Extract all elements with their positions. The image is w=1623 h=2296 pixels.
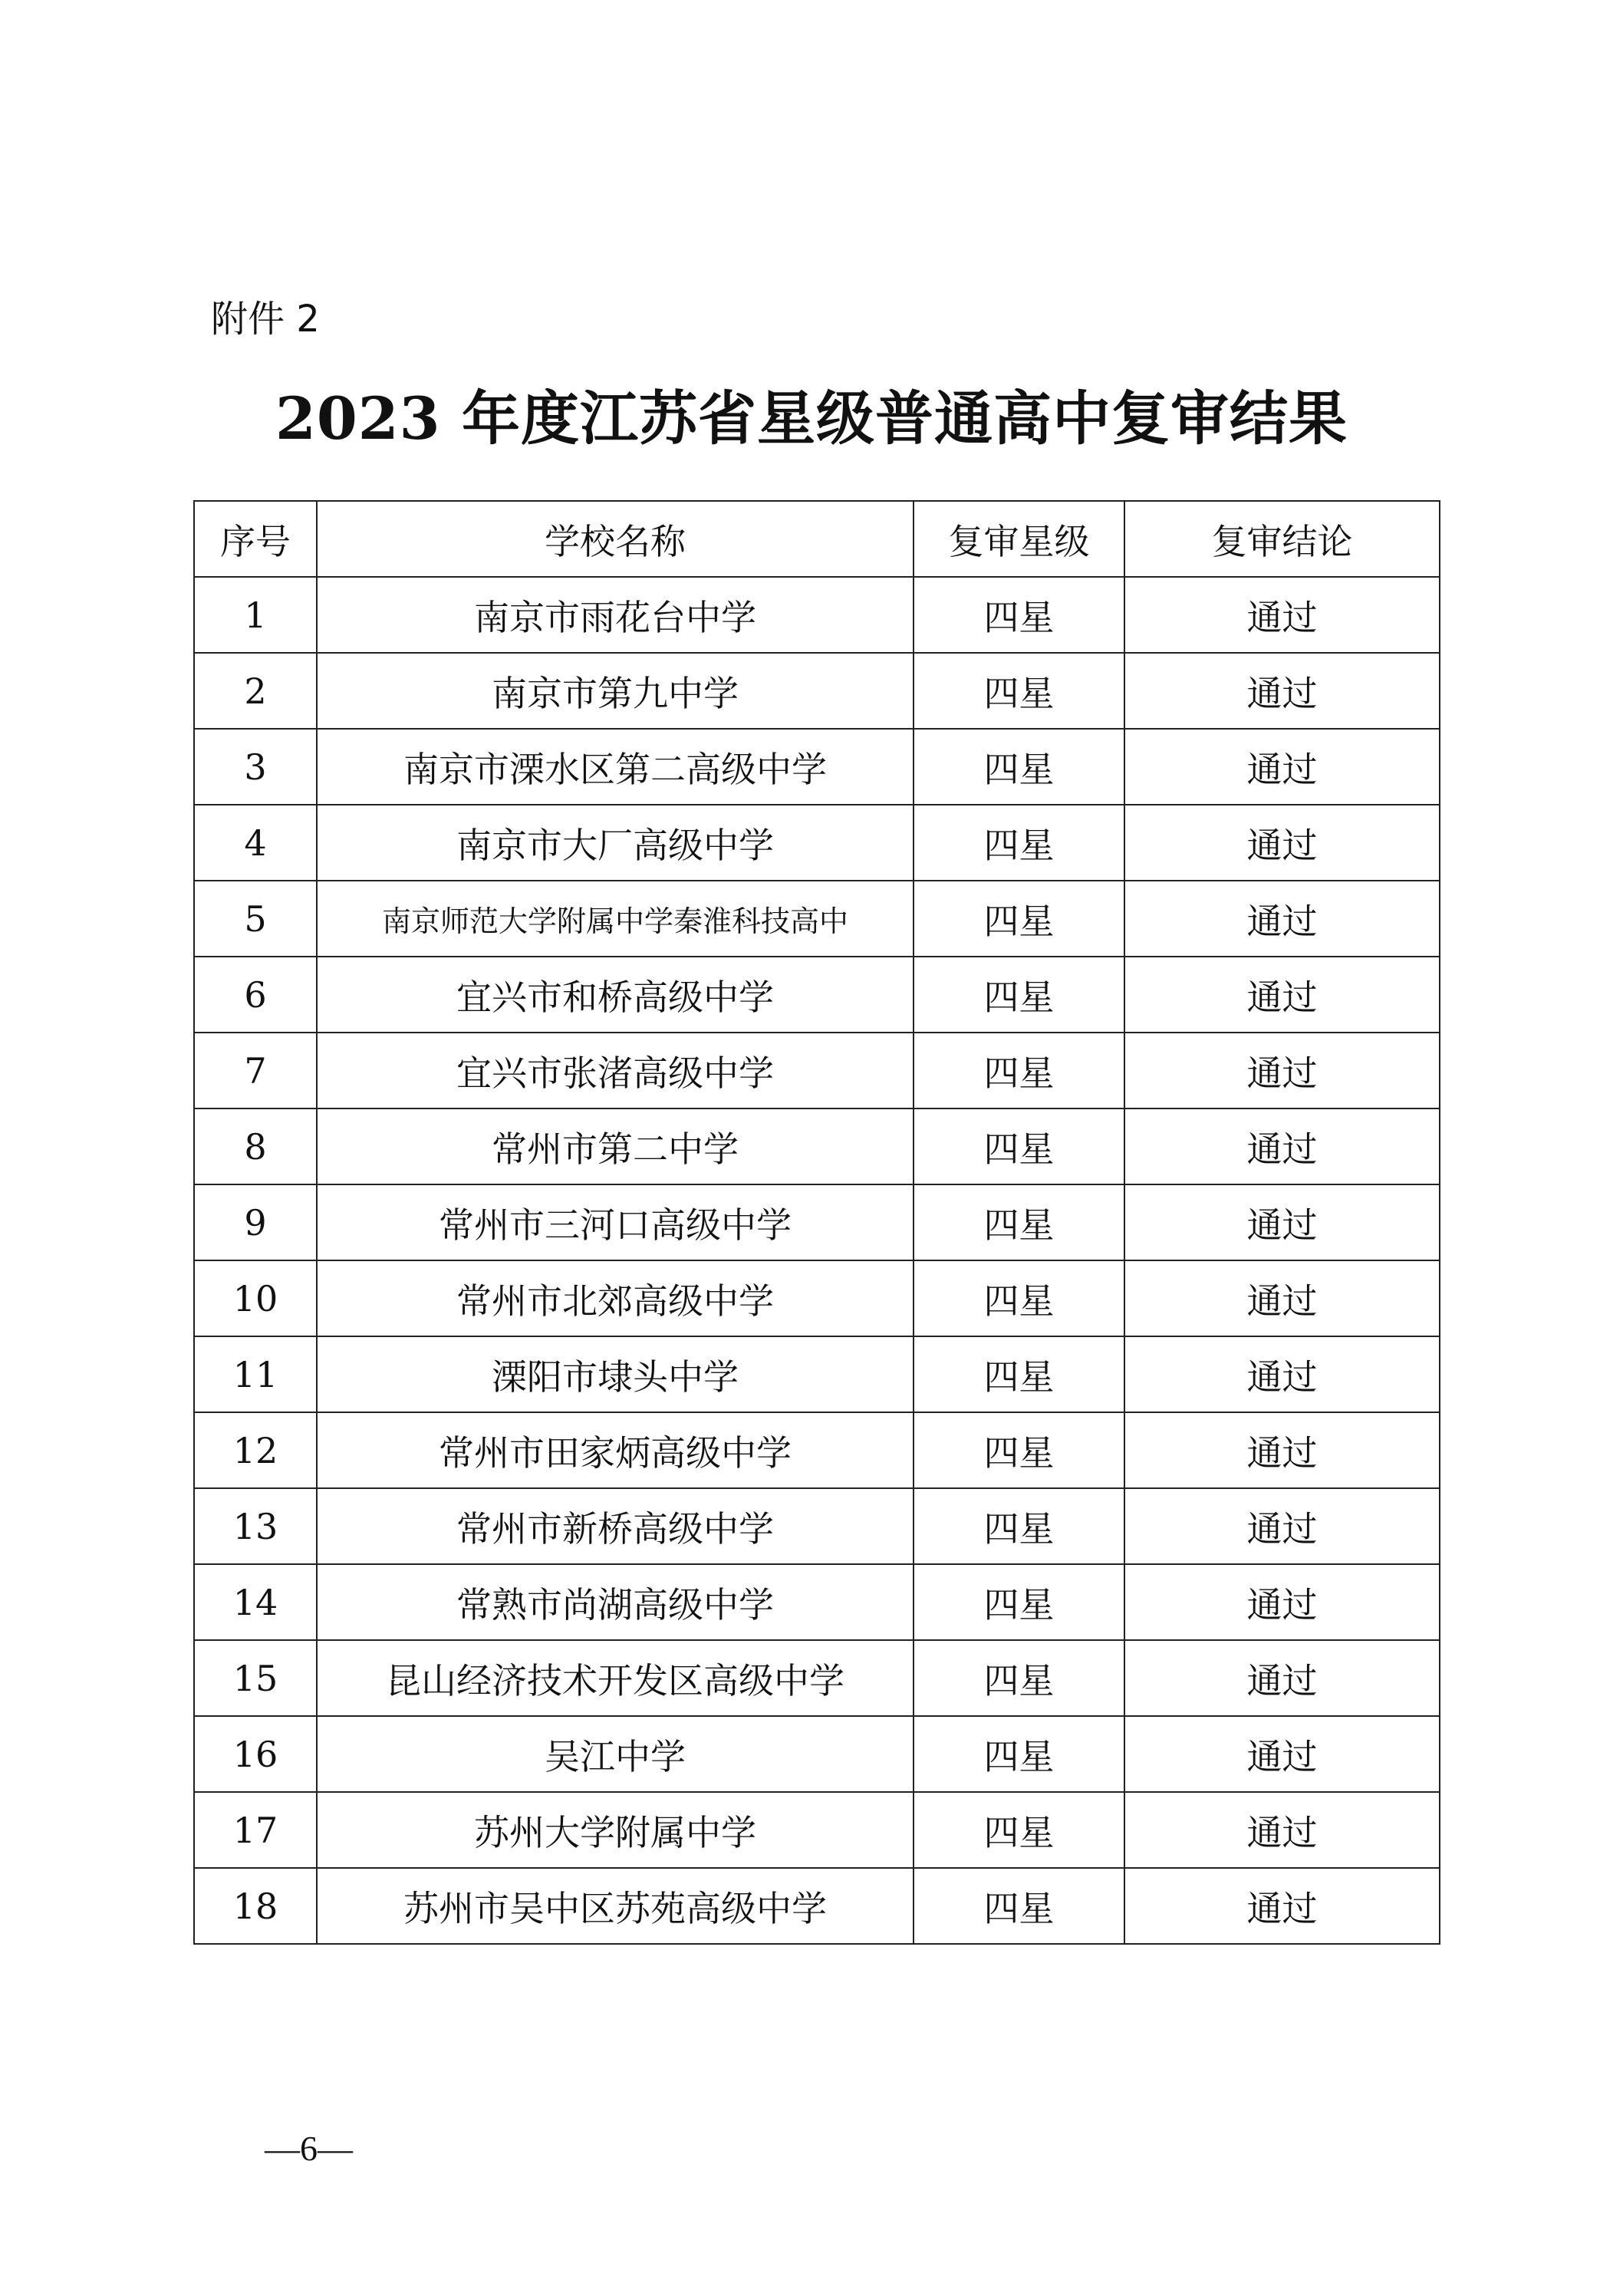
document-title: 2023 年度江苏省星级普通高中复审结果 — [275, 384, 1348, 453]
table-row — [194, 577, 1440, 653]
row-index: 6 — [194, 957, 317, 1033]
row-school-name: 溧阳市埭头中学 — [317, 1336, 914, 1412]
row-index: 1 — [194, 577, 317, 653]
row-review-result: 通过 — [1124, 1108, 1440, 1184]
row-review-result: 通过 — [1124, 1716, 1440, 1792]
row-index: 17 — [194, 1792, 317, 1868]
row-index: 9 — [194, 1184, 317, 1260]
table-header-row — [194, 501, 1440, 577]
table-row — [194, 1336, 1440, 1412]
row-school-name: 南京师范大学附属中学秦淮科技高中 — [317, 881, 914, 957]
row-school-name: 常州市三河口高级中学 — [317, 1184, 914, 1260]
header-review-result: 复审结论 — [1124, 501, 1440, 577]
table-row — [194, 1488, 1440, 1564]
row-index: 14 — [194, 1564, 317, 1640]
table-row — [194, 1260, 1440, 1336]
row-review-result: 通过 — [1124, 957, 1440, 1033]
row-review-result: 通过 — [1124, 1868, 1440, 1944]
table-row — [194, 1792, 1440, 1868]
table-row — [194, 1108, 1440, 1184]
row-school-name: 吴江中学 — [317, 1716, 914, 1792]
row-index: 18 — [194, 1868, 317, 1944]
row-review-level: 四星 — [914, 1792, 1124, 1868]
row-school-name: 宜兴市和桥高级中学 — [317, 957, 914, 1033]
row-school-name: 常州市第二中学 — [317, 1108, 914, 1184]
row-review-level: 四星 — [914, 1868, 1124, 1944]
row-review-level: 四星 — [914, 1336, 1124, 1412]
row-index: 10 — [194, 1260, 317, 1336]
row-school-name: 常州市新桥高级中学 — [317, 1488, 914, 1564]
header-index: 序号 — [194, 501, 317, 577]
row-school-name: 南京市第九中学 — [317, 653, 914, 729]
row-review-result: 通过 — [1124, 881, 1440, 957]
row-review-level: 四星 — [914, 1412, 1124, 1488]
row-review-level: 四星 — [914, 1033, 1124, 1108]
row-review-result: 通过 — [1124, 1564, 1440, 1640]
row-index: 15 — [194, 1640, 317, 1716]
table-row — [194, 1640, 1440, 1716]
row-review-result: 通过 — [1124, 729, 1440, 805]
row-index: 11 — [194, 1336, 317, 1412]
row-index: 2 — [194, 653, 317, 729]
row-review-result: 通过 — [1124, 577, 1440, 653]
row-index: 7 — [194, 1033, 317, 1108]
row-review-level: 四星 — [914, 881, 1124, 957]
row-school-name: 常州市北郊高级中学 — [317, 1260, 914, 1336]
row-review-result: 通过 — [1124, 1184, 1440, 1260]
table-row — [194, 1184, 1440, 1260]
table-body — [194, 577, 1440, 1944]
row-review-level: 四星 — [914, 1488, 1124, 1564]
row-school-name: 宜兴市张渚高级中学 — [317, 1033, 914, 1108]
row-review-level: 四星 — [914, 1108, 1124, 1184]
row-review-level: 四星 — [914, 805, 1124, 881]
header-school-name: 学校名称 — [317, 501, 914, 577]
row-review-level: 四星 — [914, 1564, 1124, 1640]
row-school-name: 苏州市吴中区苏苑高级中学 — [317, 1868, 914, 1944]
row-index: 3 — [194, 729, 317, 805]
table-row — [194, 1868, 1440, 1944]
row-review-result: 通过 — [1124, 1412, 1440, 1488]
row-review-level: 四星 — [914, 577, 1124, 653]
row-index: 12 — [194, 1412, 317, 1488]
header-review-level: 复审星级 — [914, 501, 1124, 577]
attachment-label: 附件 2 — [211, 298, 320, 341]
row-review-result: 通过 — [1124, 1260, 1440, 1336]
row-review-level: 四星 — [914, 729, 1124, 805]
row-review-result: 通过 — [1124, 1792, 1440, 1868]
table-row — [194, 1564, 1440, 1640]
row-school-name: 南京市溧水区第二高级中学 — [317, 729, 914, 805]
row-review-result: 通过 — [1124, 805, 1440, 881]
row-school-name: 苏州大学附属中学 — [317, 1792, 914, 1868]
table-row — [194, 729, 1440, 805]
row-review-level: 四星 — [914, 957, 1124, 1033]
row-school-name: 常州市田家炳高级中学 — [317, 1412, 914, 1488]
row-review-level: 四星 — [914, 1716, 1124, 1792]
page-number: —6— — [265, 2129, 353, 2168]
row-school-name: 常熟市尚湖高级中学 — [317, 1564, 914, 1640]
row-index: 16 — [194, 1716, 317, 1792]
row-index: 5 — [194, 881, 317, 957]
row-review-result: 通过 — [1124, 1336, 1440, 1412]
table-row — [194, 1033, 1440, 1108]
row-index: 8 — [194, 1108, 317, 1184]
row-school-name: 昆山经济技术开发区高级中学 — [317, 1640, 914, 1716]
row-school-name: 南京市雨花台中学 — [317, 577, 914, 653]
row-review-level: 四星 — [914, 1640, 1124, 1716]
row-index: 13 — [194, 1488, 317, 1564]
row-review-result: 通过 — [1124, 1640, 1440, 1716]
table-row — [194, 957, 1440, 1033]
row-review-result: 通过 — [1124, 1488, 1440, 1564]
row-review-result: 通过 — [1124, 1033, 1440, 1108]
row-school-name: 南京市大厂高级中学 — [317, 805, 914, 881]
row-review-level: 四星 — [914, 653, 1124, 729]
table-row — [194, 881, 1440, 957]
row-review-level: 四星 — [914, 1184, 1124, 1260]
review-results-table — [193, 500, 1440, 1945]
row-review-result: 通过 — [1124, 653, 1440, 729]
table-row — [194, 1412, 1440, 1488]
table-row — [194, 1716, 1440, 1792]
table-row — [194, 653, 1440, 729]
row-index: 4 — [194, 805, 317, 881]
row-review-level: 四星 — [914, 1260, 1124, 1336]
table-row — [194, 805, 1440, 881]
